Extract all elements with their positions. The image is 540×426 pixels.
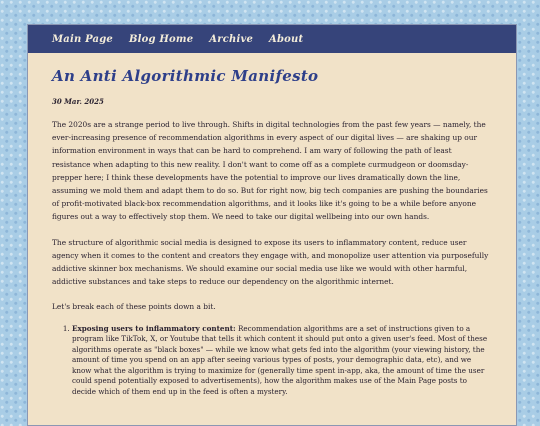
post-content	[28, 67, 516, 397]
list-item	[72, 324, 492, 398]
nav-main-page[interactable]: Main Page	[52, 33, 113, 45]
points-list	[52, 324, 492, 398]
post-date: 30 Mar. 2025	[52, 97, 104, 106]
list-item-text: Recommendation algorithms are a set of instructions given to a program like TikTok, X, or Youtube that tells it which content it should put onto a given user's feed. Most of these algorithms operate as "black boxes" — while we know what gets fed into the algorithm (your viewing history, the amount of time you spend on an app after seeing various types of posts, your demographic data, etc), and we know what the algorithm is trying to maximize for (generally time spent in-app, aka, the amount of time the user could spend potentially exposed to advertisements), how the algorithm makes use of the Main Page posts to decide which of them end up in the feed is often a mystery.	[72, 323, 488, 396]
list-item-heading: Exposing users to inflammatory content:	[72, 323, 236, 333]
post-paragraph: The 2020s are a strange period to live through. Shifts in digital technologies from the past few years — namely, the ever-increasing presence of recommendation algorithms in every aspect of our digital lives — are shaking up our information environment in ways that can be hard to comprehend. I am wary of following the path of least resistance when adapting to this new reality. I don't want to come off as a complete curmudgeon or doomsday-prepper here; I think these developments have the potential to improve our lives dramatically down the line, assuming we mold them and adapt them to do so. But for right now, big tech companies are pushing the boundaries of profit-motivated black-box recommendation algorithms, and it looks like it's going to be a while before anyone figures out a way to effectively stop them. We need to take our digital wellbeing into our own hands.	[52, 120, 488, 222]
nav-archive[interactable]: Archive	[209, 33, 254, 45]
blog-page	[27, 24, 517, 426]
post-paragraph: The structure of algorithmic social media is designed to expose its users to inflammatory content, reduce user agency when it comes to the content and creators they engage with, and monopolize user attention via purposefully addictive skinner box mechanisms. We should examine our social media use like we would with other harmful, addictive substances and take steps to reduce our dependency on the algorithmic internet.	[52, 237, 489, 287]
post-paragraph: Let's break each of these points down a bit.	[52, 302, 216, 312]
post-title: An Anti Algorithmic Manifesto	[52, 67, 319, 85]
top-navigation	[28, 25, 516, 53]
nav-about[interactable]: About	[269, 33, 304, 45]
nav-blog-home[interactable]: Blog Home	[129, 33, 194, 45]
